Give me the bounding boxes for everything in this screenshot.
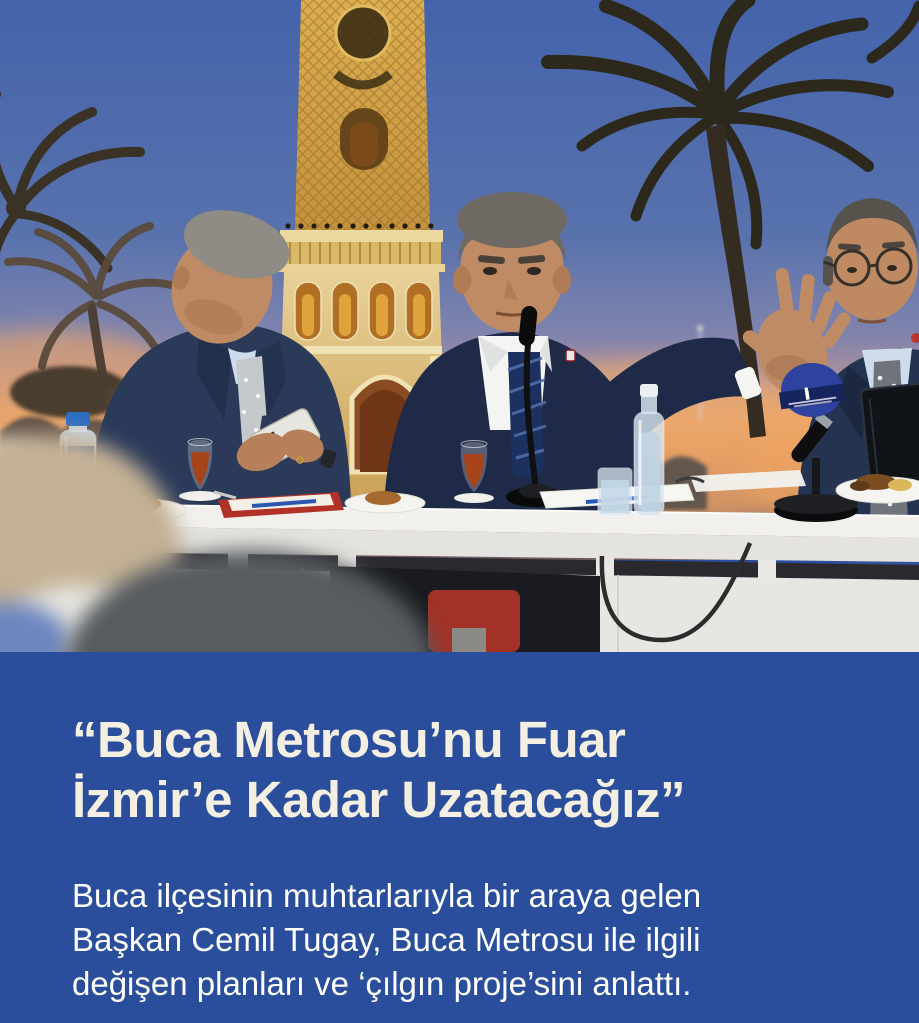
caption-panel (0, 652, 919, 1023)
water-glass-right (598, 468, 632, 516)
subtext (72, 874, 879, 1006)
subtext-line-1: Buca ilçesinin muhtarlarıyla bir araya gelen (72, 877, 702, 914)
subtext-line-2: Başkan Cemil Tugay, Buca Metrosu ile ilgili (72, 921, 701, 958)
headline-line-2: İzmir’e Kadar Uzatacağız” (72, 771, 685, 828)
headline (72, 710, 879, 830)
subtext-line-3: değişen planları ve ‘çılgın proje’sini anlattı. (72, 965, 692, 1002)
headline-line-1: “Buca Metrosu’nu Fuar (72, 711, 626, 768)
tower-balcony (278, 223, 445, 272)
lapel-pin (566, 350, 575, 361)
